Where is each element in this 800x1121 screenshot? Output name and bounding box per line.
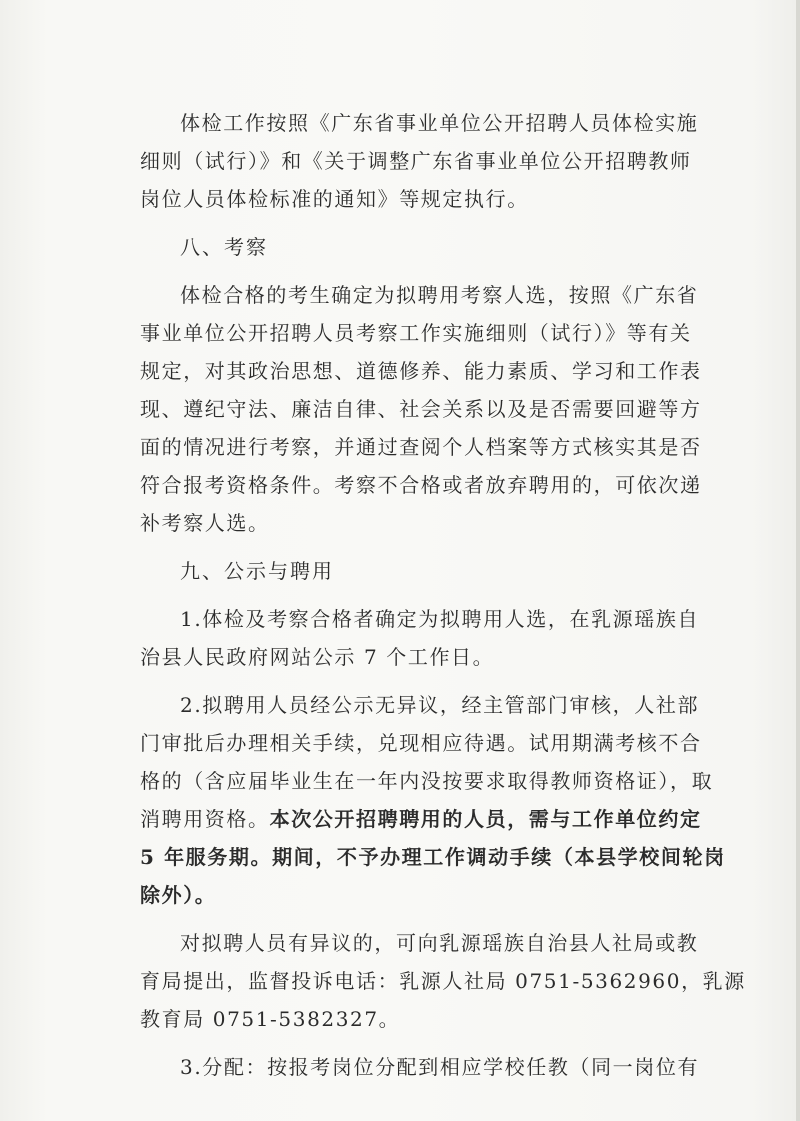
text-line: 治县人民政府网站公示 7 个工作日。 — [140, 645, 495, 669]
bold-text-segment: 本次公开招聘聘用的人员，需与工作单位约定 — [269, 807, 702, 831]
body-text — [140, 104, 746, 1086]
mixed-text-line — [140, 800, 704, 838]
paragraph-publicity-1 — [140, 600, 704, 676]
text-line: 2.拟聘用人员经公示无异议，经主管部门审核，人社部 — [180, 693, 700, 717]
bold-text-line: 5 年服务期。期间，不予办理工作调动手续（本县学校间轮岗 — [140, 845, 726, 869]
paragraph-assignment — [140, 1048, 704, 1086]
paragraph-publicity-2 — [140, 686, 726, 914]
text-line: 符合报考资格条件。考察不合格或者放弃聘用的，可依次递 — [140, 473, 702, 497]
text-line: 体检合格的考生确定为拟聘用考察人选，按照《广东省 — [180, 283, 699, 307]
paragraph-inspection — [140, 276, 704, 542]
text-segment: 消聘用资格。 — [140, 807, 270, 831]
text-line: 面的情况进行考察，并通过查阅个人档案等方式核实其是否 — [140, 435, 702, 459]
text-line: 教育局 0751-5382327。 — [140, 1007, 401, 1031]
text-line: 现、遵纪守法、廉洁自律、社会关系以及是否需要回避等方 — [140, 397, 702, 421]
text-line: 补考察人选。 — [140, 511, 270, 535]
paragraph-complaint — [140, 924, 746, 1038]
section-heading-publicity: 九、公示与聘用 — [180, 559, 334, 583]
text-line: 门审批后办理相关手续，兑现相应待遇。试用期满考核不合 — [140, 731, 702, 755]
scan-edge — [796, 0, 800, 1121]
section-heading-inspection: 八、考察 — [180, 235, 268, 259]
text-line: 育局提出，监督投诉电话：乳源人社局 0751-5362960，乳源 — [140, 969, 746, 993]
text-line: 规定，对其政治思想、道德修养、能力素质、学习和工作表 — [140, 359, 702, 383]
bold-text-line: 除外）。 — [140, 883, 217, 907]
text-line: 1.体检及考察合格者确定为拟聘用人选，在乳源瑶族自 — [180, 607, 700, 631]
text-line: 事业单位公开招聘人员考察工作实施细则（试行）》等有关 — [140, 321, 692, 345]
text-line: 格的（含应届毕业生在一年内没按要求取得教师资格证），取 — [140, 769, 714, 793]
text-line: 细则（试行）》和《关于调整广东省事业单位公开招聘教师 — [140, 149, 692, 173]
text-line: 体检工作按照《广东省事业单位公开招聘人员体检实施 — [180, 111, 699, 135]
text-line: 对拟聘人员有异议的，可向乳源瑶族自治县人社局或教 — [180, 931, 699, 955]
paragraph-health-check — [140, 104, 704, 218]
text-line: 岗位人员体检标准的通知》等规定执行。 — [140, 187, 529, 211]
text-line: 3.分配：按报考岗位分配到相应学校任教（同一岗位有 — [180, 1055, 700, 1079]
